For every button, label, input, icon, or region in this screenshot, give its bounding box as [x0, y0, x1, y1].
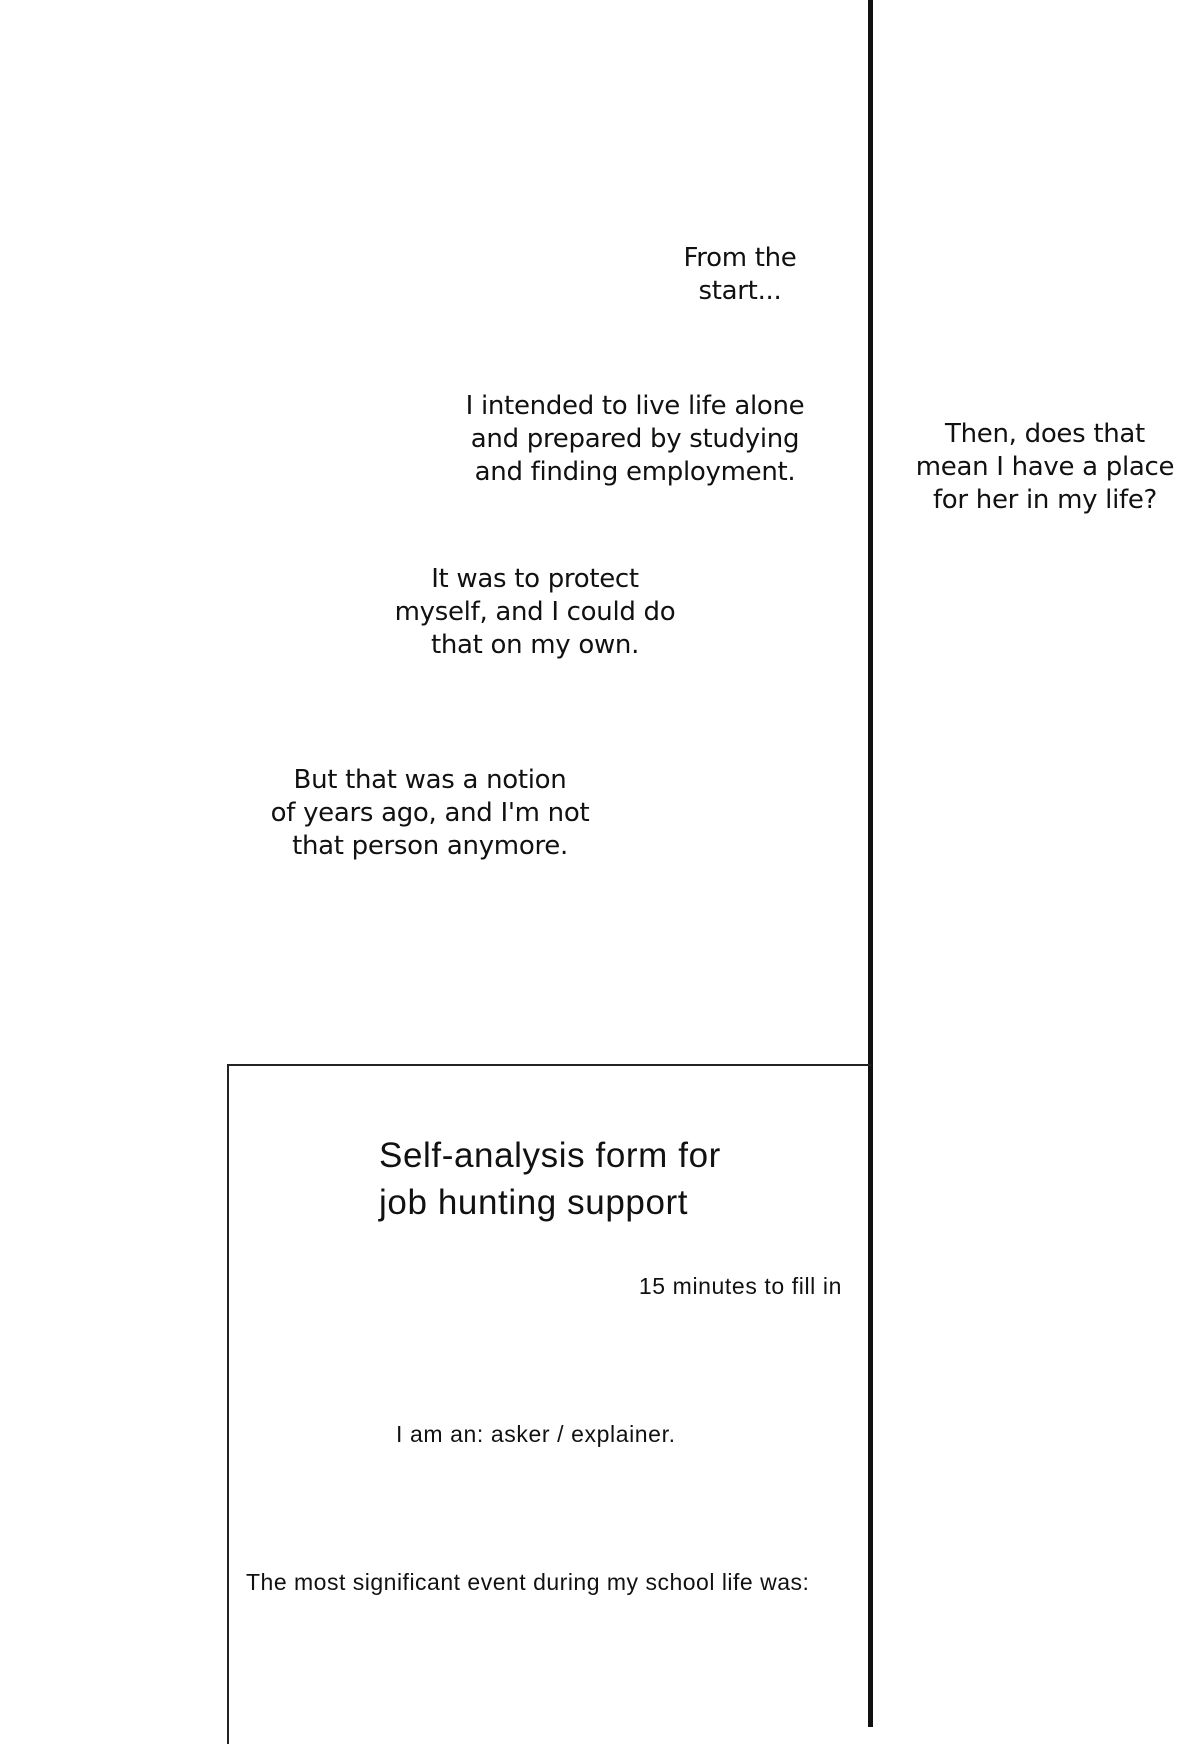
caption-intended-to-live-alone: I intended to live life alone and prepared by studying and finding employment.: [465, 391, 805, 487]
form-role-line: I am an: asker / explainer.: [396, 1421, 676, 1447]
caption-from-the-start: From the start...: [683, 243, 797, 306]
form-title: Self-analysis form for job hunting support: [379, 1136, 721, 1222]
form-event-line: The most significant event during my school life was:: [246, 1569, 810, 1595]
form-time-note: 15 minutes to fill in: [638, 1273, 842, 1299]
caption-protect-myself: It was to protect myself, and I could do that on my own.: [394, 564, 676, 660]
caption-notion-of-years-ago: But that was a notion of years ago, and I'm not that person anymore.: [270, 765, 590, 861]
caption-place-for-her: Then, does that mean I have a place for her in my life?: [915, 419, 1175, 515]
